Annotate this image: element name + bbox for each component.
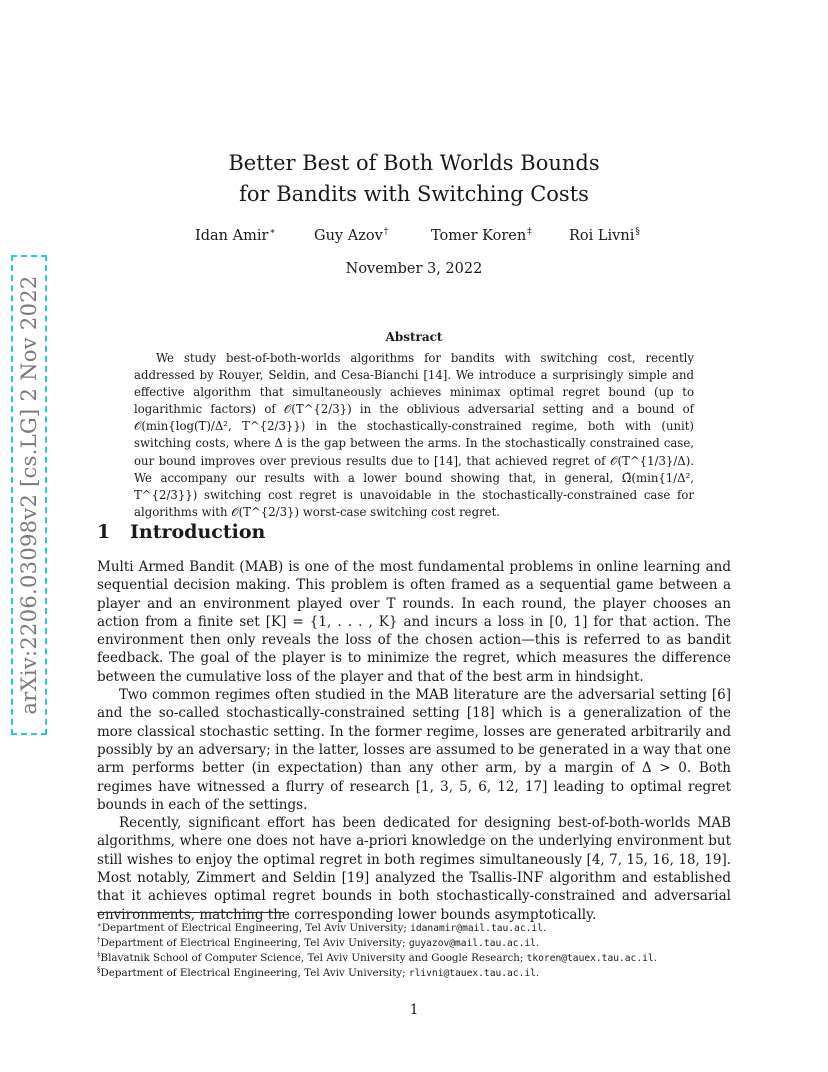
paragraph-1: Multi Armed Bandit (MAB) is one of the most fundamental problems in online learning and sequential decision making. This problem is often framed as a sequential game between a player and an environment played over T rounds. In each round, the player chooses an action from a finite set [K] = {1, . . . , K} and incurs a loss in [0, 1] for that action. The environment then only reveals the loss of the chosen action—this is referred to as bandit feedback. The goal of the player is to minimize the regret, which measures the difference between the cumulative loss of the player and that of the best arm in hindsight. (97, 559, 731, 685)
title-line-1: Better Best of Both Worlds Bounds (228, 151, 600, 175)
footnote-2: †Department of Electrical Engineering, Tel Aviv University; guyazov@mail.tau.ac.il. (97, 936, 540, 949)
section-number: 1 (97, 521, 111, 543)
email-link[interactable]: guyazov@mail.tau.ac.il (408, 938, 536, 949)
footnote-rule (97, 912, 285, 913)
section-heading (97, 521, 265, 543)
page-number: 1 (409, 1002, 419, 1018)
title-line-2: for Bandits with Switching Costs (239, 182, 589, 206)
email-link[interactable]: tkoren@tauex.tau.ac.il (526, 953, 654, 964)
paragraph-3: Recently, significant effort has been dedicated for designing best-of-both-worlds MAB algorithms, where one does not have a-priori knowledge on the underlying environment but still wishes to enjoy the optimal regret in both regimes simultaneously [4, 7, 15, 16, 18, 19]. Most notably, Zimmert and Seldin [19] analyzed the Tsallis-INF algorithm and established that it achieves optimal regret bounds in both stochastically-constrained and adversarial environments, matching the corresponding lower bounds asymptotically. (97, 815, 731, 923)
author-1: Idan Amir∗ (195, 227, 276, 244)
footnote-1: ∗Department of Electrical Engineering, Tel Aviv University; idanamir@mail.tau.ac.il. (97, 921, 547, 934)
footnote-4: §Department of Electrical Engineering, Tel Aviv University; rlivni@tauex.tau.ac.il. (97, 966, 540, 979)
abstract-heading: Abstract (385, 330, 443, 344)
arxiv-stamp[interactable]: arXiv:2206.03098v2 [cs.LG] 2 Nov 2022 (11, 255, 47, 735)
email-link[interactable]: rlivni@tauex.tau.ac.il (408, 968, 536, 979)
introduction-body (97, 558, 731, 924)
section-title: Introduction (130, 521, 266, 543)
author-4: Roi Livni§ (569, 227, 640, 244)
author-3: Tomer Koren‡ (431, 227, 532, 244)
abstract-body (134, 350, 694, 521)
paper-title (0, 148, 828, 210)
email-link[interactable]: idanamir@mail.tau.ac.il (410, 923, 543, 934)
abstract-text: We study best-of-both-worlds algorithms for bandits with switching cost, recently addressed by Rouyer, Seldin, and Cesa-Bianchi [14]. We introduce a surprisingly simple and effective algorithm that simultaneously achieves minimax optimal regret bound (up to logarithmic factors) of 𝒪(T^{2/3}) in the oblivious adversarial setting and a bound of 𝒪(min{log(T)/Δ², T^{2/3}}) in the stochastically-constrained regime, both with (unit) switching costs, where Δ is the gap between the arms. In the stochastically constrained case, our bound improves over previous results due to [14], that achieved regret of 𝒪(T^{1/3}/Δ). We accompany our results with a lower bound showing that, in general, Ω̃(min{1/Δ², T^{2/3}}) switching cost regret is unavoidable in the stochastically-constrained case for algorithms with 𝒪(T^{2/3}) worst-case switching cost regret. (134, 351, 694, 519)
paragraph-2: Two common regimes often studied in the MAB literature are the adversarial setting [6] and the so-called stochastically-constrained setting [18] which is a generalization of the more classical stochastic setting. In the former regime, losses are generated arbitrarily and possibly by an adversary; in the latter, losses are assumed to be generated in a way that one arm performs better (in expectation) than any other arm, by a margin of Δ > 0. Both regimes have witnessed a flurry of research [1, 3, 5, 6, 12, 17] leading to optimal regret bounds in each of the settings. (97, 687, 731, 813)
author-2: Guy Azov† (314, 227, 389, 244)
footnote-3: ‡Blavatnik School of Computer Science, Tel Aviv University and Google Research; tkoren@tauex.tau.ac.il. (97, 951, 657, 964)
paper-date: November 3, 2022 (345, 261, 483, 277)
